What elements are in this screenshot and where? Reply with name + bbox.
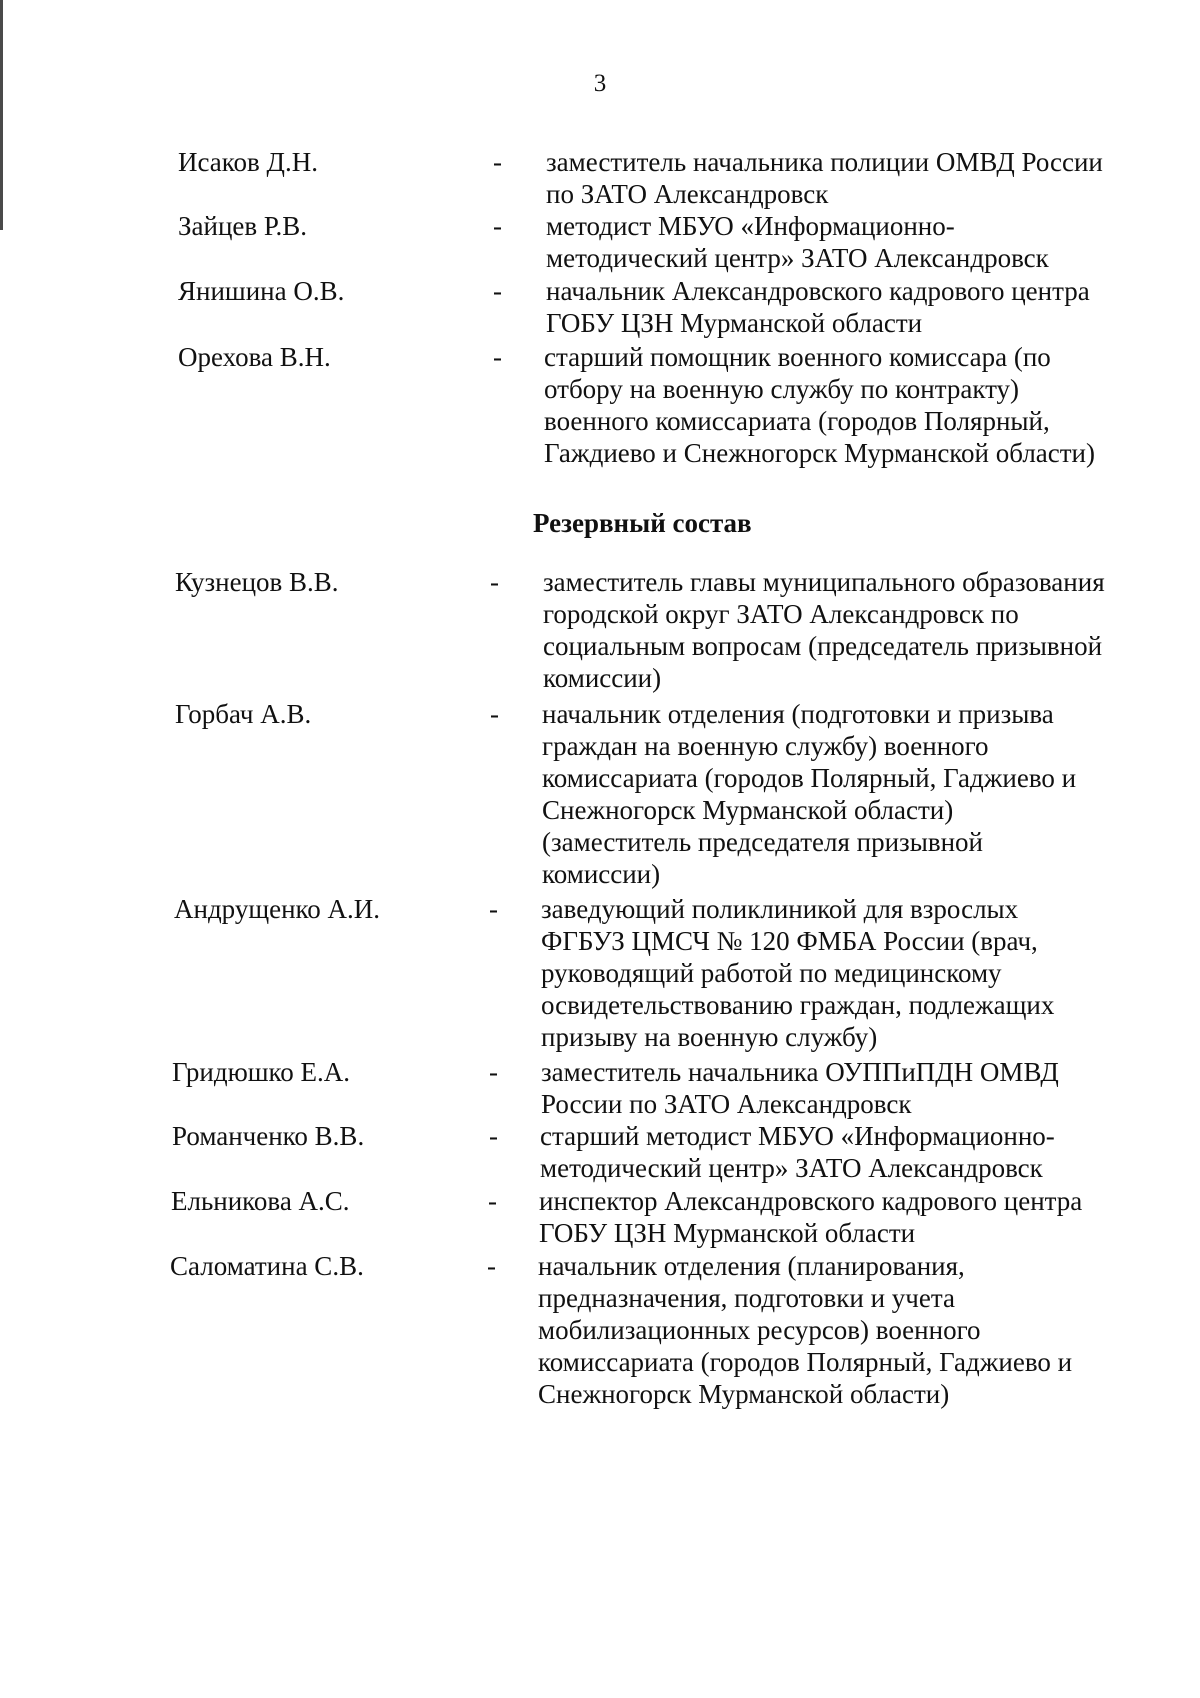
member-name: Зайцев Р.В. [178, 211, 308, 241]
member-name: Саломатина С.В. [170, 1251, 364, 1281]
member-role: инспектор Александровского кадрового центра ГОБУ ЦЗН Мурманской области [539, 1186, 1083, 1248]
member-name: Янишина О.В. [178, 276, 345, 306]
member-role: заместитель главы муниципального образования городской округ ЗАТО Александровск по социальным вопросам (председатель призывной комиссии) [543, 567, 1105, 693]
member-name: Ельникова А.С. [171, 1186, 350, 1216]
member-dash: - [493, 211, 502, 241]
member-dash: - [493, 276, 502, 306]
member-role: начальник Александровского кадрового центра ГОБУ ЦЗН Мурманской области [546, 276, 1090, 338]
scan-edge-mark [0, 0, 3, 230]
member-name: Кузнецов В.В. [175, 567, 339, 597]
member-dash: - [487, 1251, 496, 1281]
member-name: Гридюшко Е.А. [172, 1057, 351, 1087]
member-dash: - [489, 894, 498, 924]
page-number: 3 [593, 70, 607, 97]
member-name: Романченко В.В. [172, 1121, 365, 1151]
member-role: заместитель начальника полиции ОМВД России по ЗАТО Александровск [546, 147, 1103, 209]
member-role: старший помощник военного комиссара (по отбору на военную службу по контракту) военного комиссариата (городов Полярный, Гаждиево и Снежногорск Мурманской области) [544, 342, 1095, 468]
section-title-reserve: Резервный состав [533, 508, 752, 538]
member-name: Орехова В.Н. [178, 342, 331, 372]
member-role: начальник отделения (подготовки и призыва граждан на военную службу) военного комиссариата (городов Полярный, Гаджиево и Снежногорск Мурманской области) (заместитель председателя призывной комиссии) [542, 699, 1077, 889]
member-dash: - [490, 699, 499, 729]
member-dash: - [489, 1121, 498, 1151]
member-dash: - [493, 342, 502, 372]
member-name: Андрущенко А.И. [174, 894, 381, 924]
member-role: начальник отделения (планирования, предназначения, подготовки и учета мобилизационных ресурсов) военного комиссариата (городов Полярный, Гаджиево и Снежногорск Мурманской области) [538, 1251, 1073, 1409]
member-dash: - [490, 567, 499, 597]
member-dash: - [489, 1057, 498, 1087]
member-dash: - [493, 147, 502, 177]
member-role: заместитель начальника ОУППиПДН ОМВД России по ЗАТО Александровск [541, 1057, 1059, 1119]
member-role: заведующий поликлиникой для взрослых ФГБУЗ ЦМСЧ № 120 ФМБА России (врач, руководящий работой по медицинскому освидетельствованию граждан, подлежащих призыву на военную службу) [541, 894, 1055, 1052]
member-name: Горбач А.В. [175, 699, 312, 729]
member-name: Исаков Д.Н. [178, 147, 318, 177]
member-role: старший методист МБУО «Информационно- методический центр» ЗАТО Александровск [540, 1121, 1055, 1183]
member-role: методист МБУО «Информационно- методический центр» ЗАТО Александровск [546, 211, 1049, 273]
member-dash: - [488, 1186, 497, 1216]
